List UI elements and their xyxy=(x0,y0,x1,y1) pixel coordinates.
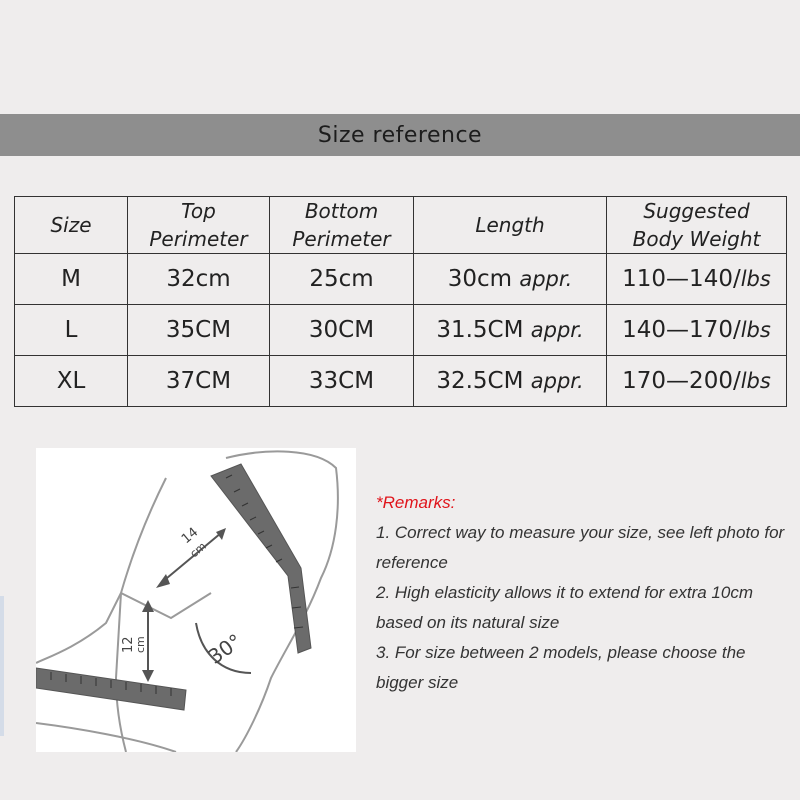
size-table xyxy=(14,196,787,407)
remark-item: 3. For size between 2 models, please choose the bigger size xyxy=(376,643,746,692)
remarks-section xyxy=(376,488,786,698)
cell-weight: 140—170/lbs xyxy=(607,305,787,356)
page-title: Size reference xyxy=(317,122,483,148)
table-row xyxy=(15,254,787,305)
top-label-value: 14 xyxy=(178,524,202,548)
table-row xyxy=(15,305,787,356)
header-size: Size xyxy=(15,197,128,254)
remarks-title: *Remarks: xyxy=(376,493,456,512)
table-header-row xyxy=(15,197,787,254)
top-label-unit: cm xyxy=(187,539,209,561)
cell-bottom: 30CM xyxy=(270,305,414,356)
header-length: Length xyxy=(414,197,607,254)
bottom-label-unit: cm xyxy=(134,636,147,653)
remark-item: 1. Correct way to measure your size, see left photo for reference xyxy=(376,523,785,572)
title-banner xyxy=(0,114,800,156)
cell-size: L xyxy=(15,305,128,356)
header-bottom-perimeter: Bottom Perimeter xyxy=(270,197,414,254)
knee-outline xyxy=(121,593,211,618)
angle-label: 30° xyxy=(203,628,247,669)
cell-bottom: 25cm xyxy=(270,254,414,305)
cell-size: M xyxy=(15,254,128,305)
cell-length: 30cm appr. xyxy=(414,254,607,305)
cell-top: 32cm xyxy=(128,254,270,305)
shin-outline xyxy=(116,593,126,752)
calf-outline xyxy=(36,723,176,752)
remark-item: 2. High elasticity allows it to extend for extra 10cm based on its natural size xyxy=(376,583,753,632)
cell-length: 32.5CM appr. xyxy=(414,356,607,407)
leg-outline-back xyxy=(36,478,166,663)
cell-size: XL xyxy=(15,356,128,407)
cell-length: 31.5CM appr. xyxy=(414,305,607,356)
cell-bottom: 33CM xyxy=(270,356,414,407)
top-tape xyxy=(211,464,311,653)
cell-weight: 110—140/lbs xyxy=(607,254,787,305)
header-top-perimeter: Top Perimeter xyxy=(128,197,270,254)
table-row xyxy=(15,356,787,407)
bottom-tape xyxy=(36,668,186,710)
knee-measurement-illustration xyxy=(36,448,356,752)
bottom-label-value: 12 xyxy=(121,636,136,653)
cell-top: 35CM xyxy=(128,305,270,356)
header-body-weight: Suggested Body Weight xyxy=(607,197,787,254)
cell-weight: 170—200/lbs xyxy=(607,356,787,407)
decorative-strip xyxy=(0,596,4,736)
cell-top: 37CM xyxy=(128,356,270,407)
knee-diagram xyxy=(36,448,356,752)
